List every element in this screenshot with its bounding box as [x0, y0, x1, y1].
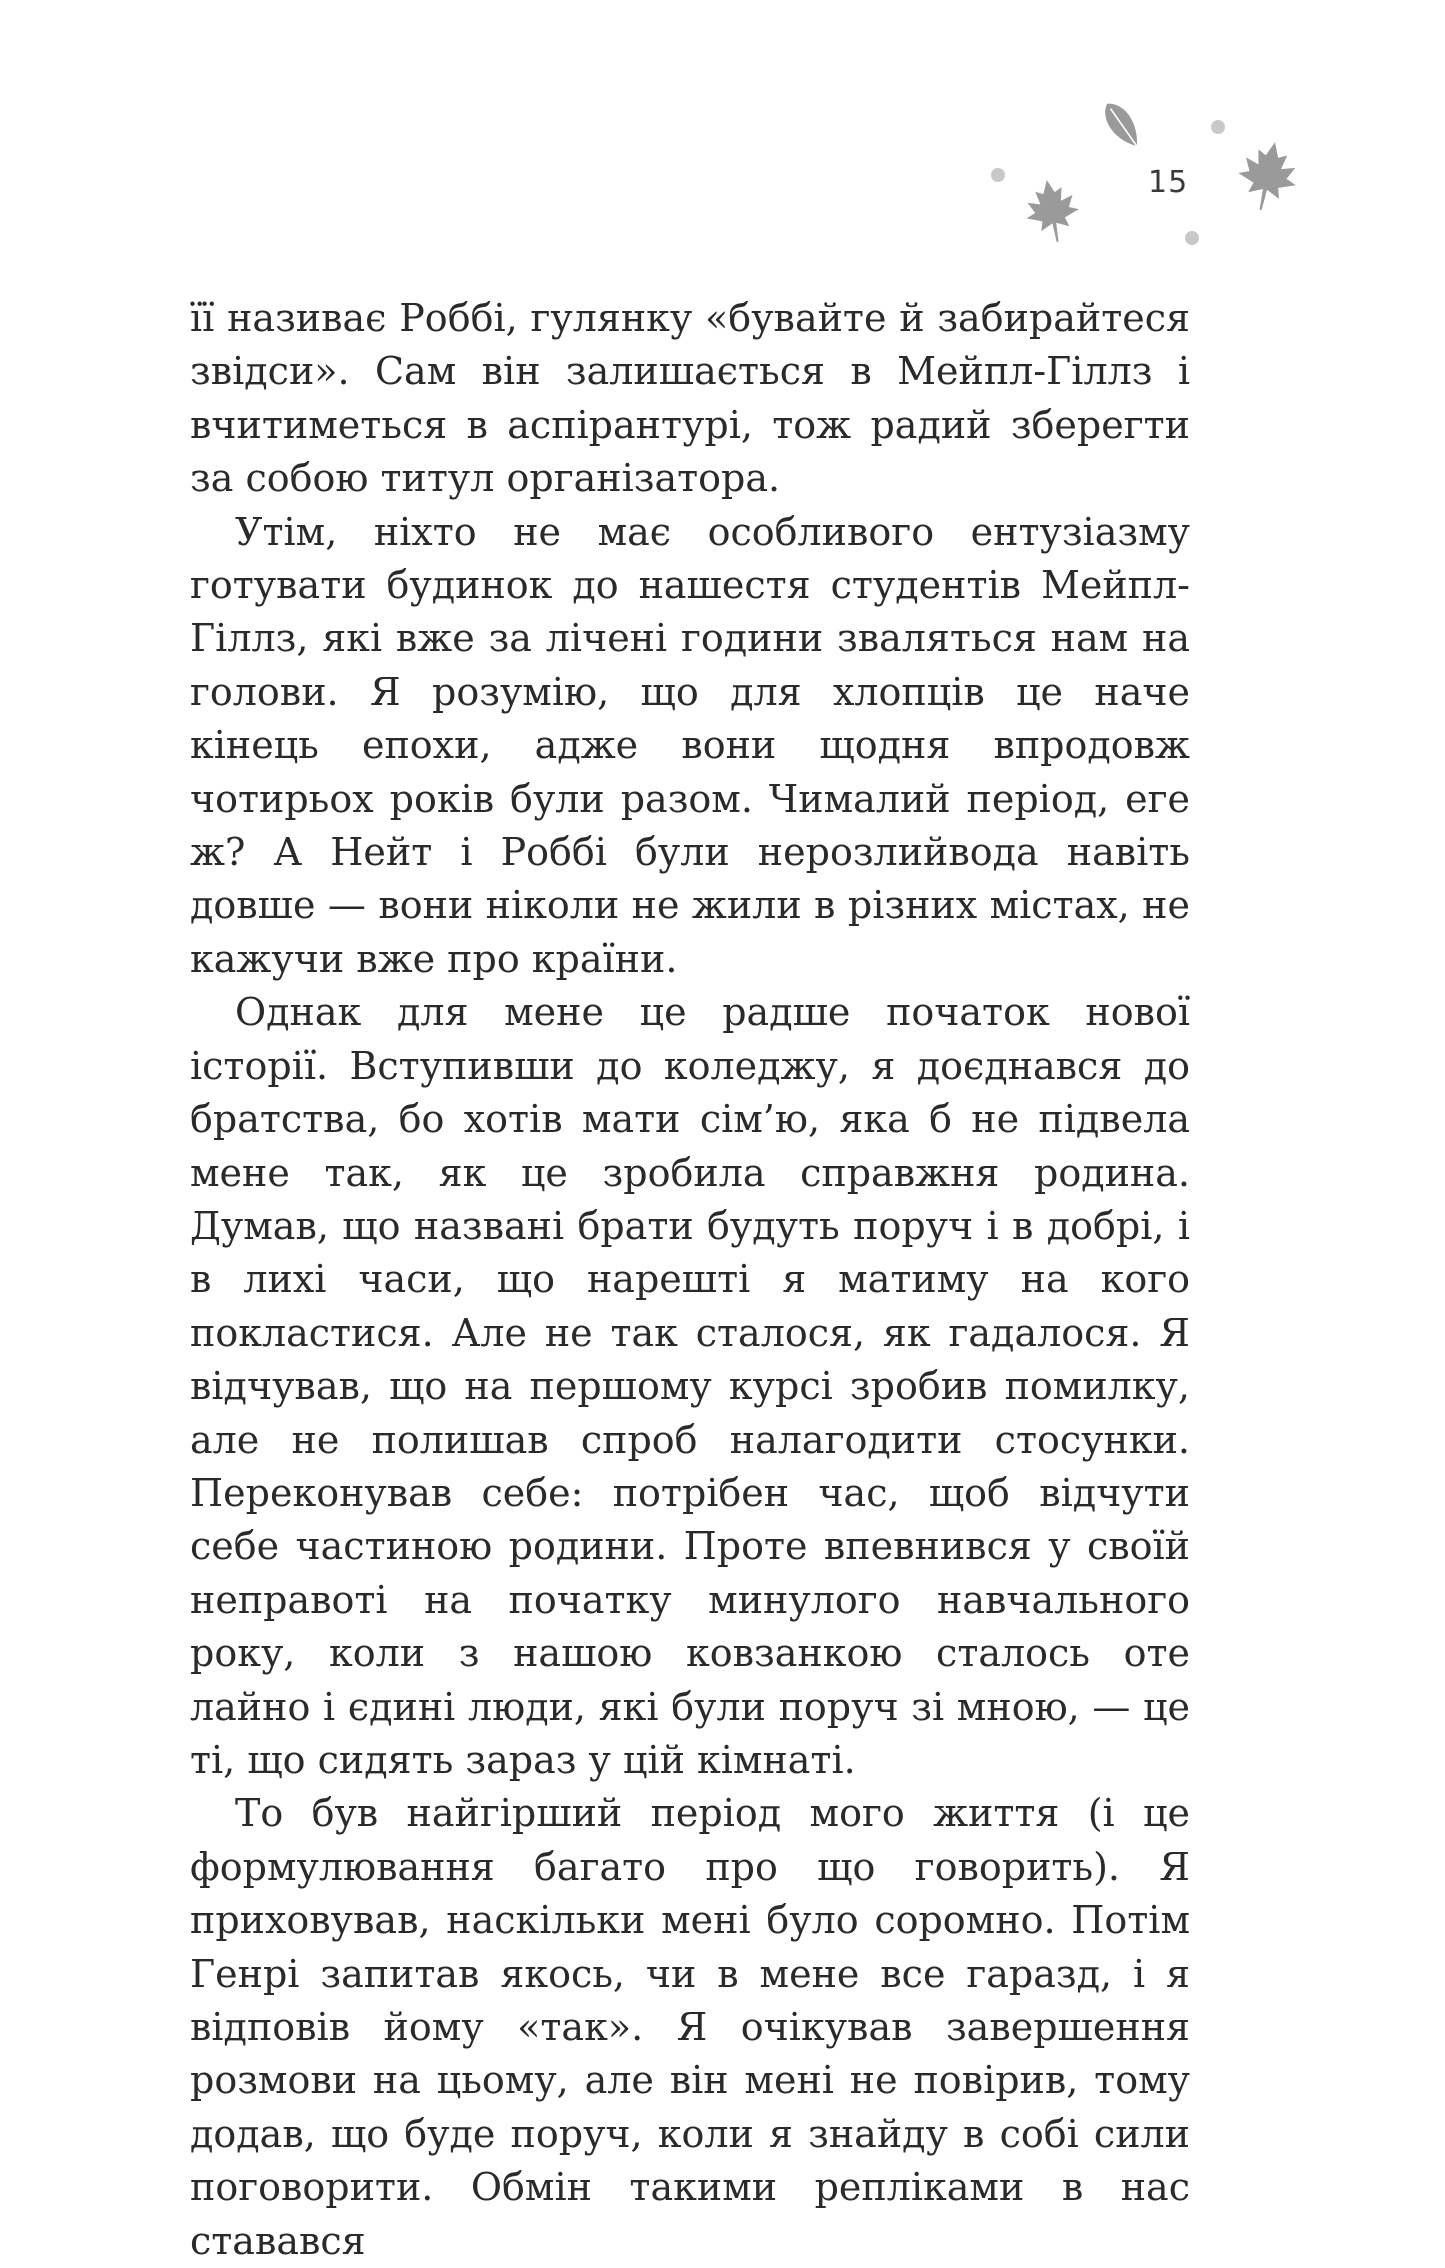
- dot-icon: [1185, 231, 1199, 245]
- paragraph: То був найгірший період мого життя (і це формулювання багато про що говорить). Я приховував, наскільки мені було соромно. Потім Генрі запитав якось, чи в мене все гаразд, і я відповів йому «так». Я очікував завершення розмови на цьому, але він мені не повірив, тому додав, що буде поруч, коли я знайду в собі сили поговорити. Обмін такими репліками в нас ставався: [190, 1791, 1190, 2263]
- body-text: [190, 292, 1190, 2268]
- page-number: 15: [1148, 165, 1189, 200]
- leaf-icon: [1098, 97, 1149, 156]
- maple-leaf-icon: [1021, 175, 1084, 246]
- paragraph: Однак для мене це радше початок нової історії. Вступивши до коледжу, я доєднався до братства, бо хотів мати сім’ю, яка б не підвела мене так, як це зробила справжня родина. Думав, що названі брати будуть поруч і в добрі, і в лихі часи, що нарешті я матиму на кого покластися. Але не так сталося, як гадалося. Я відчував, що на першому курсі зробив помилку, але не полишав спроб налагодити стосунки. Переконував себе: потрібен час, щоб відчути себе частиною родини. Проте впевнився у своїй неправоті на початку минулого навчального року, коли з нашою ковзанкою сталось оте лайно і єдині люди, які були поруч зі мною, — це ті, що сидять зараз у цій кімнаті.: [190, 990, 1190, 1782]
- header-decoration: [960, 95, 1320, 265]
- dot-icon: [991, 168, 1005, 182]
- paragraph: її називає Роббі, гулянку «бувайте й забирайтеся звідси». Сам він залишається в Мейпл-Гіллз і вчитиметься в аспірантурі, тож радий зберегти за собою титул організатора.: [190, 296, 1190, 501]
- paragraph: Утім, ніхто не має особливого ентузіазму готувати будинок до нашестя студентів Мейпл-Гіллз, які вже за лічені години звалятьcя нам на голови. Я розумію, що для хлопців це наче кінець епохи, адже вони щодня впродовж чотирьох років були разом. Чималий період, еге ж? А Нейт і Роббі були нерозлийвода навіть довше — вони ніколи не жили в різних містах, не кажучи вже про країни.: [190, 509, 1190, 981]
- dot-icon: [1211, 120, 1225, 134]
- maple-leaf-icon: [1232, 136, 1304, 216]
